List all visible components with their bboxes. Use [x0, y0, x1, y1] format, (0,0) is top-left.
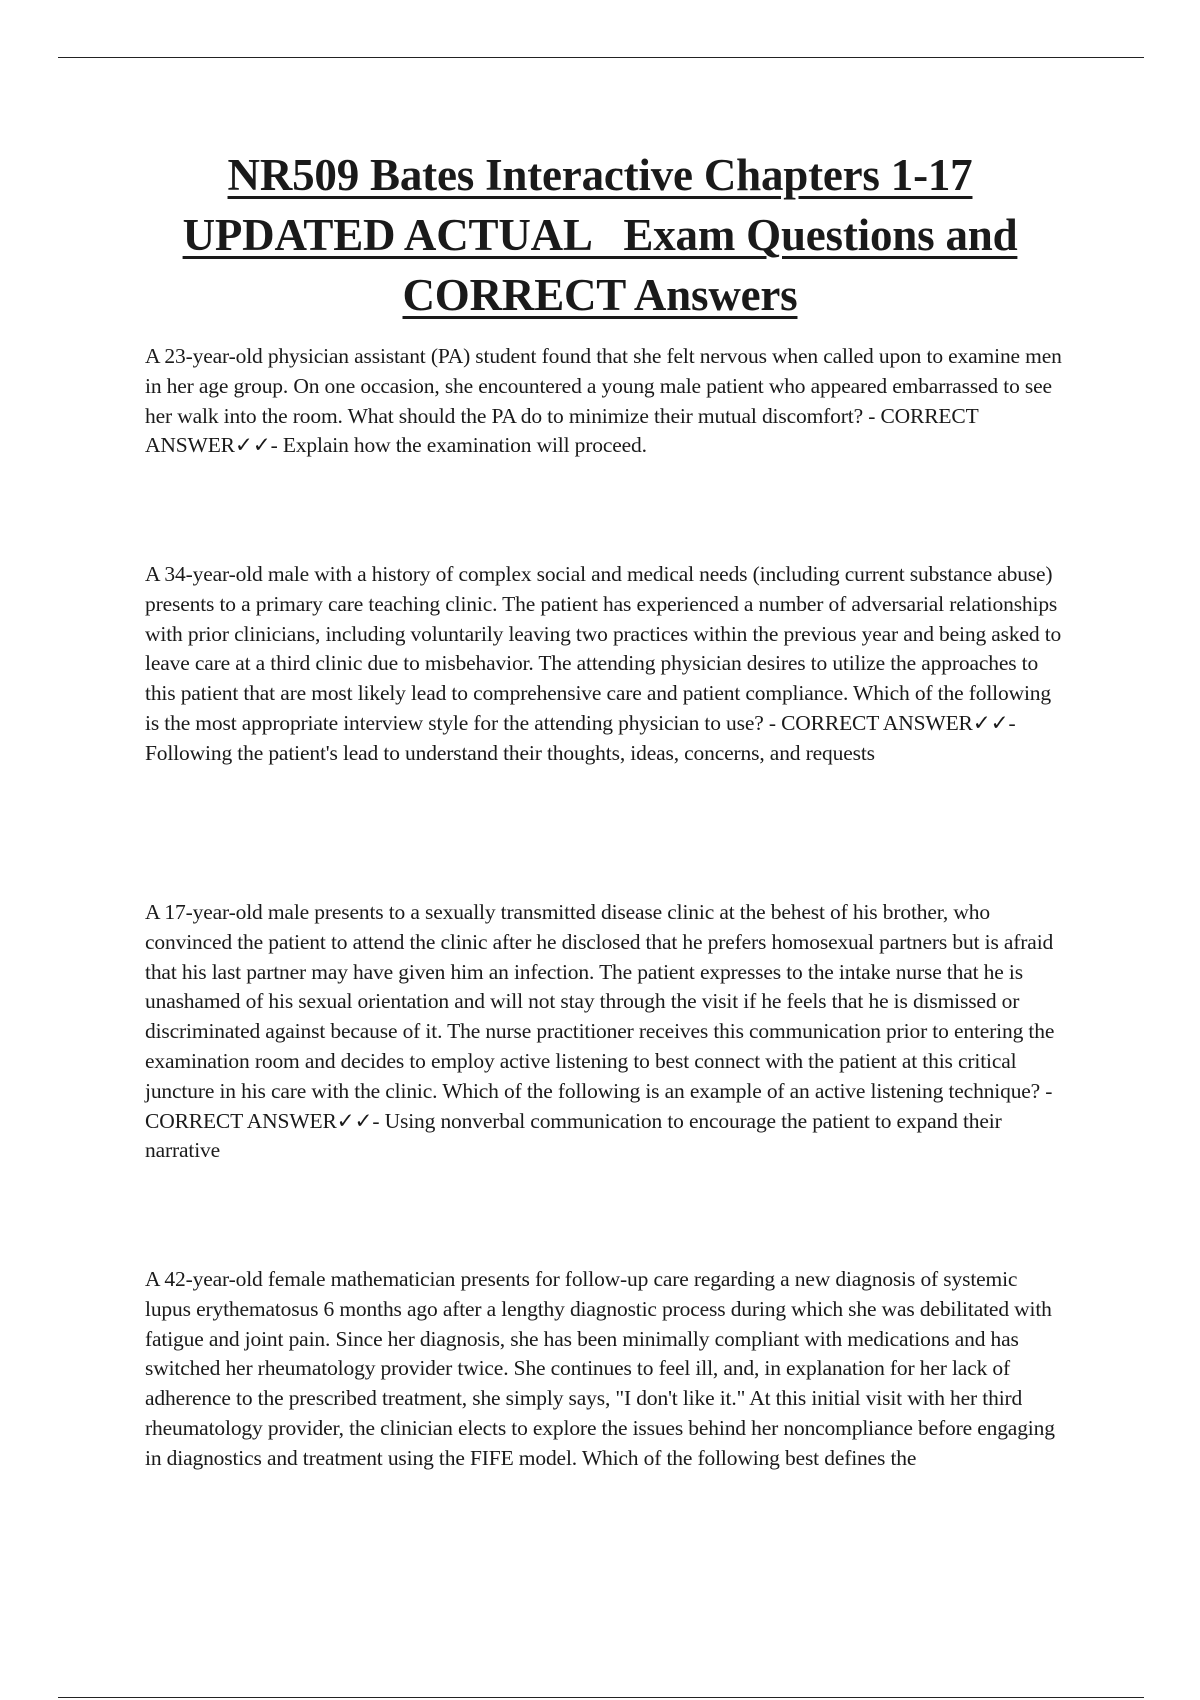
answer-marker: - CORRECT ANSWER✓✓-: [145, 403, 983, 458]
answer-marker: - CORRECT ANSWER✓✓-: [763, 710, 1021, 735]
answer-marker: - CORRECT ANSWER✓✓-: [145, 1078, 1058, 1133]
page-title: [100, 145, 1100, 325]
question-text: A 23-year-old physician assistant (PA) student found that she felt nervous when called upon to examine men in her age group. On one occasion, she encountered a young male patient who appeared embarrassed to see her walk into the room. What should the PA do to minimize their mutual discomfort?: [145, 344, 1062, 428]
question-text: A 17-year-old male presents to a sexually transmitted disease clinic at the behest of his brother, who convinced the patient to attend the clinic after he disclosed that he prefers homosexual partners but is afraid that his last partner may have given him an infection. The patient expresses to the intake nurse that he is unashamed of his sexual orientation and will not stay through the visit if he feels that he is dismissed or discriminated against because of it. The nurse practitioner receives this communication prior to entering the examination room and decides to employ active listening to best connect with the patient at this critical juncture in his care with the clinic. Which of the following is an example of an active listening technique?: [145, 900, 1055, 1103]
bottom-rule: [58, 1697, 1144, 1698]
qa-entry-4: [145, 1265, 1065, 1474]
question-text: A 34-year-old male with a history of complex social and medical needs (including current substance abuse) presents to a primary care teaching clinic. The patient has experienced a number of adversarial relationships with prior clinicians, including voluntarily leaving two practices within the previous year and being asked to leave care at a third clinic due to misbehavior. The attending physician desires to utilize the approaches to this patient that are most likely lead to comprehensive care and patient compliance. Which of the following is the most appropriate interview style for the attending physician to use?: [145, 562, 1062, 735]
title-line-3: CORRECT Answers: [402, 270, 798, 320]
answer-text: Following the patient's lead to understand their thoughts, ideas, concerns, and requests: [145, 740, 875, 765]
title-line-2: UPDATED ACTUAL Exam Questions and: [182, 210, 1018, 260]
qa-entry-2: [145, 560, 1065, 769]
qa-entry-1: [145, 342, 1065, 461]
title-line-1: NR509 Bates Interactive Chapters 1-17: [227, 150, 973, 200]
question-text: A 42-year-old female mathematician presents for follow-up care regarding a new diagnosis of systemic lupus erythematosus 6 months ago after a lengthy diagnostic process during which she was debilitated with fatigue and joint pain. Since her diagnosis, she has been minimally compliant with medications and has switched her rheumatology provider twice. She continues to feel ill, and, in explanation for her lack of adherence to the prescribed treatment, she simply says, "I don't like it." At this initial visit with her third rheumatology provider, the clinician elects to explore the issues behind her noncompliance before engaging in diagnostics and treatment using the FIFE model. Which of the following best defines the: [145, 1267, 1055, 1470]
answer-text: Using nonverbal communication to encourage the patient to expand their narrative: [145, 1108, 1002, 1163]
answer-text: Explain how the examination will proceed.: [282, 433, 647, 458]
top-rule: [58, 57, 1144, 58]
qa-entry-3: [145, 898, 1065, 1166]
